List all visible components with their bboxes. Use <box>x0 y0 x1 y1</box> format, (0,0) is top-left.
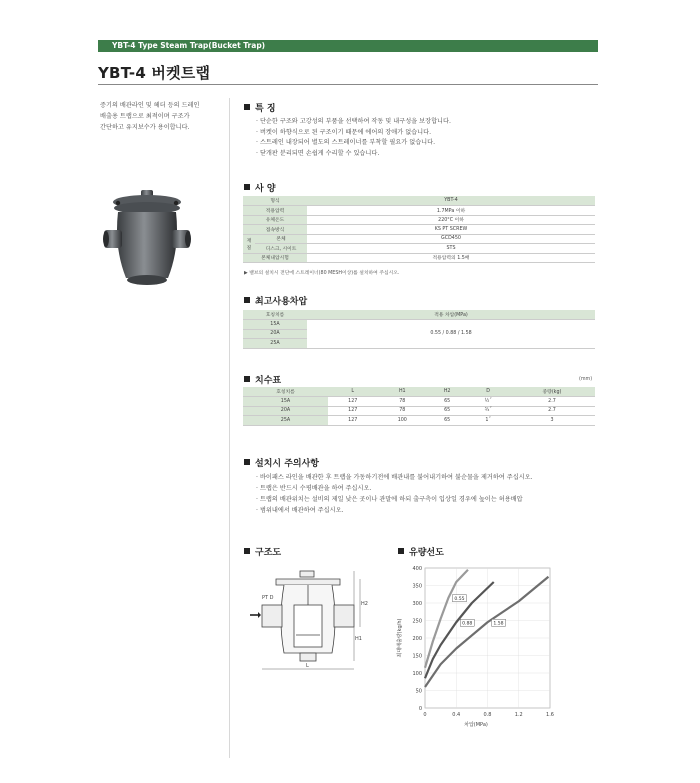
table-cell: 65 <box>427 406 467 416</box>
y-tick-label: 300 <box>412 600 422 607</box>
table-cell: 65 <box>427 416 467 426</box>
list-item: · 단순한 구조와 고강성의 부품을 선택하여 작동 및 내구성을 보장합니다. <box>256 117 451 128</box>
table-row <box>243 215 595 225</box>
product-image <box>102 186 192 292</box>
list-item: · 바이패스 라인을 배관한 후 트랩을 가동하기전에 배관내를 불어내기하여 불순물을 제거하여 주십시오. <box>256 472 596 483</box>
table-row <box>243 416 595 426</box>
x-tick-label: 0 <box>423 712 427 718</box>
list-item-text: 범위내에서 배관하여 주십시오. <box>259 507 344 514</box>
intro-text <box>100 100 225 133</box>
y-axis-label: 최대배출량(kg/h) <box>397 618 403 658</box>
table-cell: 2.7 <box>509 406 595 416</box>
diagram-label-pt: PT D <box>262 595 274 601</box>
table-cell: 형식 <box>243 196 307 206</box>
list-item <box>256 505 596 516</box>
table-cell: 15A <box>243 397 328 407</box>
table-cell: STS <box>307 244 595 254</box>
features-list <box>256 117 451 159</box>
diagram-label-l: L <box>306 663 309 669</box>
table-cell: 2.7 <box>509 397 595 407</box>
list-item: · 스트레인 내장되어 별도의 스트레이너를 부착할 필요가 없습니다. <box>256 138 451 149</box>
diagram-label-h1: H1 <box>355 636 362 642</box>
table-cell: 호칭치름 <box>243 387 328 397</box>
table-cell: 20A <box>243 329 307 339</box>
table-cell: 127 <box>328 397 378 407</box>
table-cell: 접속방식 <box>243 225 307 235</box>
section-bullet-icon <box>244 297 250 303</box>
section-bullet-icon <box>244 548 250 554</box>
spec-table <box>243 196 595 263</box>
table-cell: 본체내압시험 <box>243 253 307 263</box>
specs-heading-text: 사 양 <box>255 184 276 194</box>
table-cell: 재질 <box>243 234 255 253</box>
table-cell: 78 <box>378 397 428 407</box>
intro-line: 간단하고 유지보수가 용이합니다. <box>100 124 190 131</box>
y-tick-label: 350 <box>412 583 422 590</box>
table-cell: 25A <box>243 339 307 349</box>
table-cell: 호칭치름 <box>243 310 307 320</box>
table-cell: KS PT SCREW <box>307 225 595 235</box>
table-cell: 127 <box>328 416 378 426</box>
features-heading-text: 특 징 <box>255 104 276 114</box>
table-cell: 220°C 이하 <box>307 215 595 225</box>
table-cell: D <box>467 387 509 397</box>
specs-heading <box>244 181 276 194</box>
table-cell: 78 <box>378 406 428 416</box>
list-item: · 버켓이 하향식으로 된 구조이기 때문에 에어의 장애가 없습니다. <box>256 128 451 139</box>
table-cell: 1˝ <box>467 416 509 426</box>
structure-heading <box>244 545 281 558</box>
chart-series <box>425 570 548 687</box>
section-bullet-icon <box>244 459 250 465</box>
table-row <box>243 406 595 416</box>
x-axis-label: 차압(MPa) <box>464 722 488 728</box>
table-cell: 100 <box>378 416 428 426</box>
table-cell: H1 <box>378 387 428 397</box>
section-bullet-icon <box>244 184 250 190</box>
table-row <box>243 253 595 263</box>
table-cell: 1.7MPa 이하 <box>307 206 595 216</box>
table-cell: H2 <box>427 387 467 397</box>
list-item: · 트랩은 반드시 수평배관을 하여 주십시오. <box>256 483 596 494</box>
table-cell: 25A <box>243 416 328 426</box>
table-cell: GCD450 <box>307 234 595 244</box>
table-cell: 127 <box>328 406 378 416</box>
y-tick-label: 0 <box>418 705 422 712</box>
series-line-0.55 <box>425 570 468 668</box>
table-cell: 적용압력의 1.5배 <box>307 253 595 263</box>
table-cell: 3 <box>509 416 595 426</box>
page-title: YBT-4 버켓트랩 <box>98 64 211 82</box>
list-item: · 닫개판 분리되면 손쉽게 수리할 수 있습니다. <box>256 149 451 160</box>
table-row <box>243 196 595 206</box>
caution-heading <box>244 456 319 469</box>
intro-line: 배출용 트랩으로 최적이며 구조가 <box>100 113 190 120</box>
flow-chart <box>392 560 572 730</box>
intro-line: 증기의 배관라인 및 헤더 등의 드레인 <box>100 102 200 109</box>
section-bullet-icon <box>244 376 250 382</box>
flow-heading-text: 유량선도 <box>409 548 444 558</box>
x-tick-label: 1.2 <box>514 712 523 718</box>
series-label: 0.88 <box>462 621 473 627</box>
table-row <box>243 387 595 397</box>
column-divider <box>229 98 230 758</box>
pressure-heading-text: 최고사용차압 <box>255 297 308 307</box>
table-cell: 15A <box>243 320 307 330</box>
structure-heading-text: 구조도 <box>255 548 282 558</box>
caution-heading-text: 설치시 주의사항 <box>255 459 319 469</box>
spec-note: ▶ 밸브의 설치시 전단에 스트레이너(80 MESH이상)를 설치하여 주십시오. <box>244 271 400 276</box>
y-tick-label: 100 <box>412 670 422 677</box>
table-row <box>243 234 595 244</box>
series-label: 1.58 <box>493 621 504 627</box>
y-tick-label: 150 <box>412 653 422 660</box>
pressure-table <box>243 310 595 349</box>
dimensions-heading-text: 치수표 <box>255 376 282 386</box>
y-tick-label: 50 <box>415 688 422 695</box>
table-cell: 중량(kg) <box>509 387 595 397</box>
table-cell: 적용압력 <box>243 206 307 216</box>
table-cell: 20A <box>243 406 328 416</box>
dimension-table <box>243 387 595 426</box>
table-row <box>243 244 595 254</box>
pressure-heading <box>244 294 307 307</box>
table-row <box>243 225 595 235</box>
title-divider <box>98 84 598 85</box>
table-cell: 디스크, 시이트 <box>255 244 307 254</box>
table-cell: 0.55 / 0.88 / 1.58 <box>307 320 595 349</box>
table-cell: 본체 <box>255 234 307 244</box>
table-cell: L <box>328 387 378 397</box>
table-row <box>243 320 595 330</box>
diagram-label-h2: H2 <box>361 601 368 607</box>
flow-heading <box>398 545 444 558</box>
unit-label: (mm) <box>579 377 593 382</box>
table-cell: YBT-4 <box>307 196 595 206</box>
y-tick-label: 400 <box>412 565 422 572</box>
table-cell: ¾˝ <box>467 406 509 416</box>
table-cell: 유체온도 <box>243 215 307 225</box>
series-label: 0.55 <box>454 596 465 602</box>
y-tick-label: 200 <box>412 635 422 642</box>
header-banner: YBT-4 Type Steam Trap(Bucket Trap) <box>98 40 598 52</box>
x-tick-label: 1.6 <box>546 712 554 718</box>
features-heading <box>244 101 276 114</box>
x-tick-label: 0.4 <box>452 712 461 718</box>
dimensions-heading <box>244 373 281 386</box>
series-line-1.58 <box>425 577 548 687</box>
table-row <box>243 310 595 320</box>
section-bullet-icon <box>398 548 404 554</box>
caution-list <box>256 472 596 516</box>
structure-diagram <box>248 565 368 675</box>
table-cell: 적용 차압(MPa) <box>307 310 595 320</box>
table-row <box>243 206 595 216</box>
section-bullet-icon <box>244 104 250 110</box>
table-cell: ½˝ <box>467 397 509 407</box>
y-tick-label: 250 <box>412 618 422 625</box>
list-item: · 트랩의 배관위치는 설비의 제일 낮은 곳이나 관말에 하되 출구측이 입상일 경우에 높이는 허용배압 <box>256 494 596 505</box>
x-tick-label: 0.8 <box>483 712 492 718</box>
table-row <box>243 397 595 407</box>
table-cell: 65 <box>427 397 467 407</box>
